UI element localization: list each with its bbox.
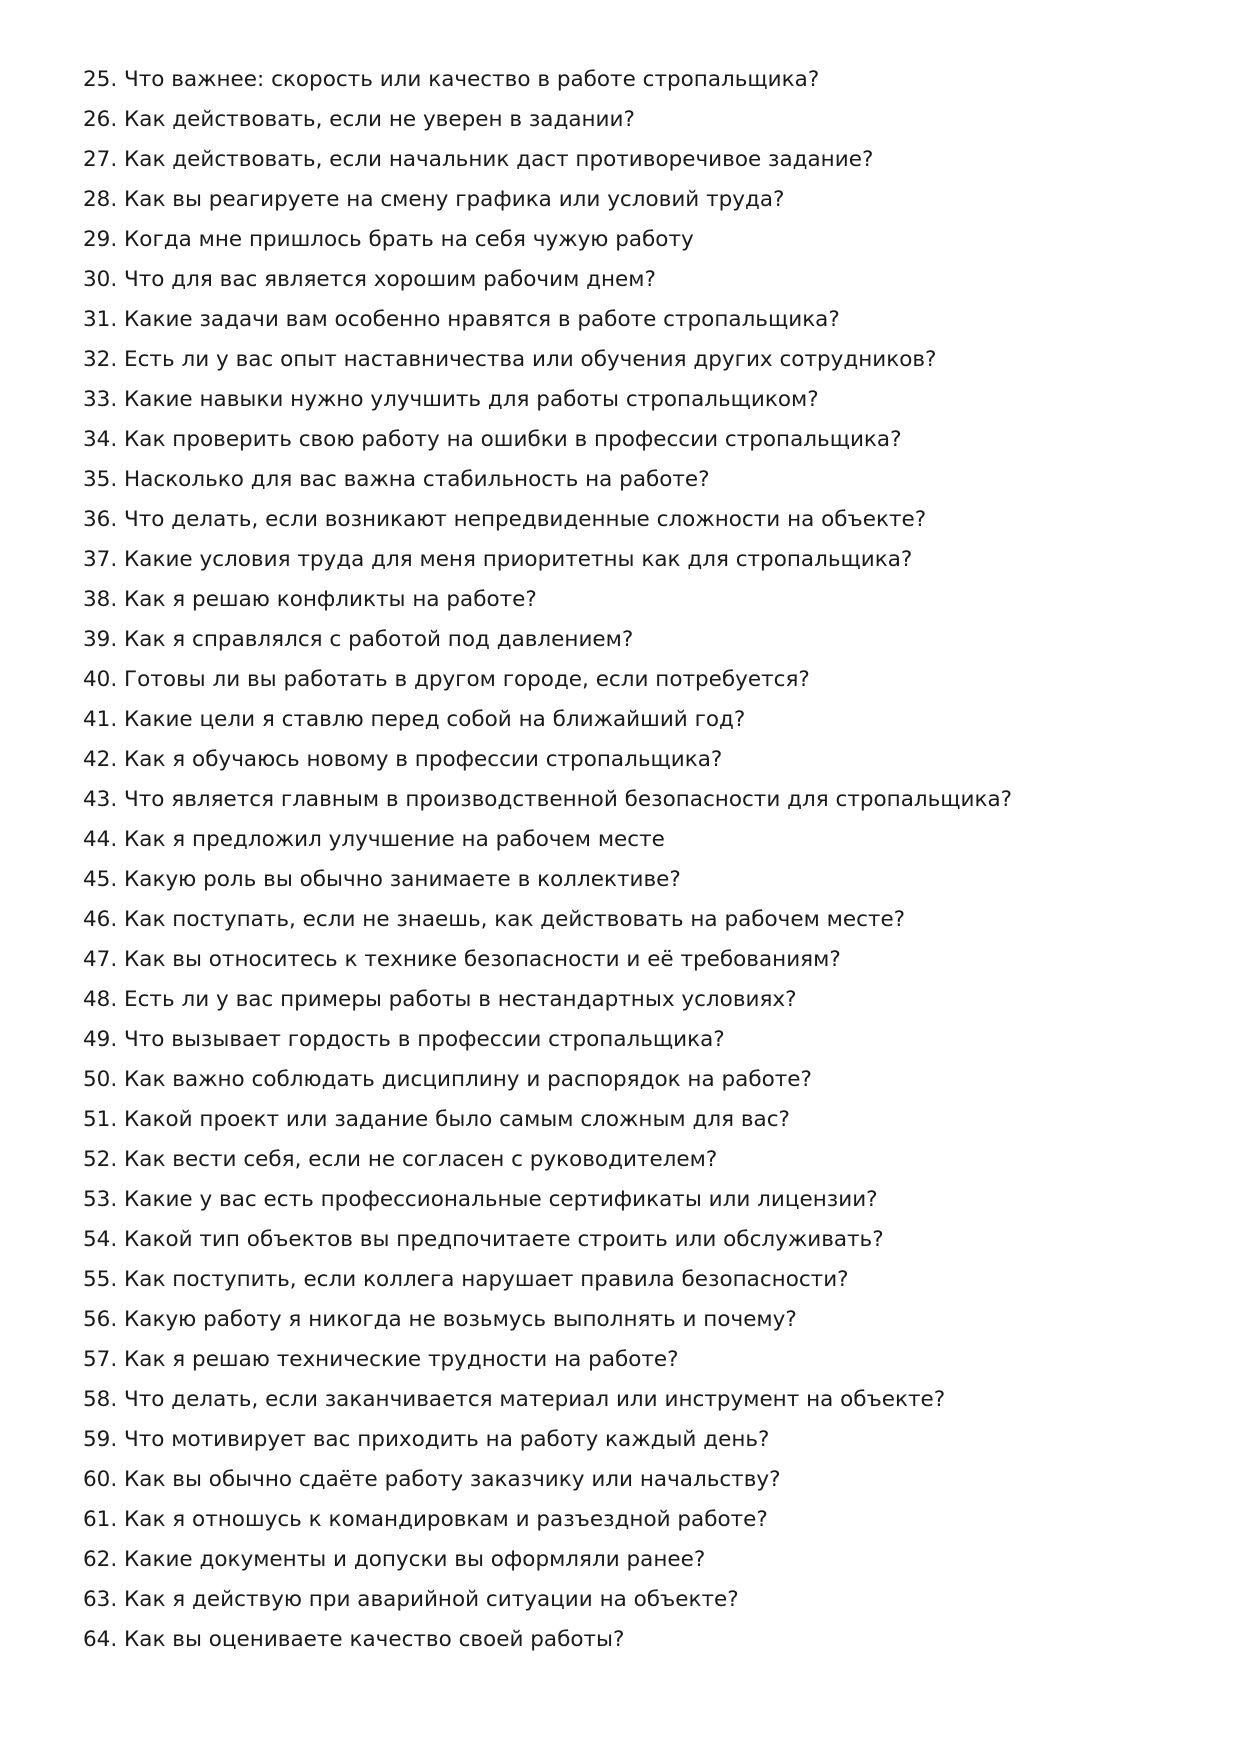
question-item: 28. Как вы реагируете на смену графика или условий труда?: [83, 187, 785, 212]
question-item: 36. Что делать, если возникают непредвиденные сложности на объекте?: [83, 507, 927, 532]
question-item: 45. Какую роль вы обычно занимаете в коллективе?: [83, 867, 681, 892]
question-item: 27. Как действовать, если начальник даст противоречивое задание?: [83, 147, 874, 172]
question-item: 61. Как я отношусь к командировкам и разъездной работе?: [83, 1507, 768, 1532]
question-item: 41. Какие цели я ставлю перед собой на ближайший год?: [83, 707, 746, 732]
question-item: 63. Как я действую при аварийной ситуации на объекте?: [83, 1587, 739, 1612]
question-item: 64. Как вы оцениваете качество своей работы?: [83, 1627, 625, 1652]
question-item: 30. Что для вас является хорошим рабочим днем?: [83, 267, 656, 292]
question-item: 56. Какую работу я никогда не возьмусь выполнять и почему?: [83, 1307, 797, 1332]
question-item: 33. Какие навыки нужно улучшить для работы стропальщиком?: [83, 387, 819, 412]
question-item: 35. Насколько для вас важна стабильность на работе?: [83, 467, 710, 492]
question-item: 40. Готовы ли вы работать в другом городе, если потребуется?: [83, 667, 810, 692]
question-item: 53. Какие у вас есть профессиональные сертификаты или лицензии?: [83, 1187, 878, 1212]
question-item: 43. Что является главным в производственной безопасности для стропальщика?: [83, 787, 1013, 812]
question-item: 60. Как вы обычно сдаёте работу заказчику или начальству?: [83, 1467, 781, 1492]
question-item: 25. Что важнее: скорость или качество в работе стропальщика?: [83, 67, 820, 92]
question-item: 37. Какие условия труда для меня приоритетны как для стропальщика?: [83, 547, 913, 572]
question-item: 47. Как вы относитесь к технике безопасности и её требованиям?: [83, 947, 841, 972]
question-list: [83, 60, 1012, 1660]
question-item: 44. Как я предложил улучшение на рабочем месте: [83, 827, 665, 852]
question-item: 29. Когда мне пришлось брать на себя чужую работу: [83, 227, 694, 252]
question-item: 49. Что вызывает гордость в профессии стропальщика?: [83, 1027, 725, 1052]
question-item: 51. Какой проект или задание было самым сложным для вас?: [83, 1107, 790, 1132]
question-item: 32. Есть ли у вас опыт наставничества или обучения других сотрудников?: [83, 347, 937, 372]
question-item: 52. Как вести себя, если не согласен с руководителем?: [83, 1147, 718, 1172]
question-item: 62. Какие документы и допуски вы оформляли ранее?: [83, 1547, 706, 1572]
question-item: 54. Какой тип объектов вы предпочитаете строить или обслуживать?: [83, 1227, 884, 1252]
question-item: 31. Какие задачи вам особенно нравятся в работе стропальщика?: [83, 307, 840, 332]
question-item: 26. Как действовать, если не уверен в задании?: [83, 107, 635, 132]
question-item: 42. Как я обучаюсь новому в профессии стропальщика?: [83, 747, 723, 772]
question-item: 46. Как поступать, если не знаешь, как действовать на рабочем месте?: [83, 907, 906, 932]
question-item: 38. Как я решаю конфликты на работе?: [83, 587, 537, 612]
question-item: 34. Как проверить свою работу на ошибки в профессии стропальщика?: [83, 427, 902, 452]
question-item: 55. Как поступить, если коллега нарушает правила безопасности?: [83, 1267, 849, 1292]
question-item: 59. Что мотивирует вас приходить на работу каждый день?: [83, 1427, 770, 1452]
question-item: 48. Есть ли у вас примеры работы в нестандартных условиях?: [83, 987, 797, 1012]
question-item: 50. Как важно соблюдать дисциплину и распорядок на работе?: [83, 1067, 812, 1092]
question-item: 58. Что делать, если заканчивается материал или инструмент на объекте?: [83, 1387, 946, 1412]
question-item: 39. Как я справлялся с работой под давлением?: [83, 627, 634, 652]
question-item: 57. Как я решаю технические трудности на работе?: [83, 1347, 679, 1372]
